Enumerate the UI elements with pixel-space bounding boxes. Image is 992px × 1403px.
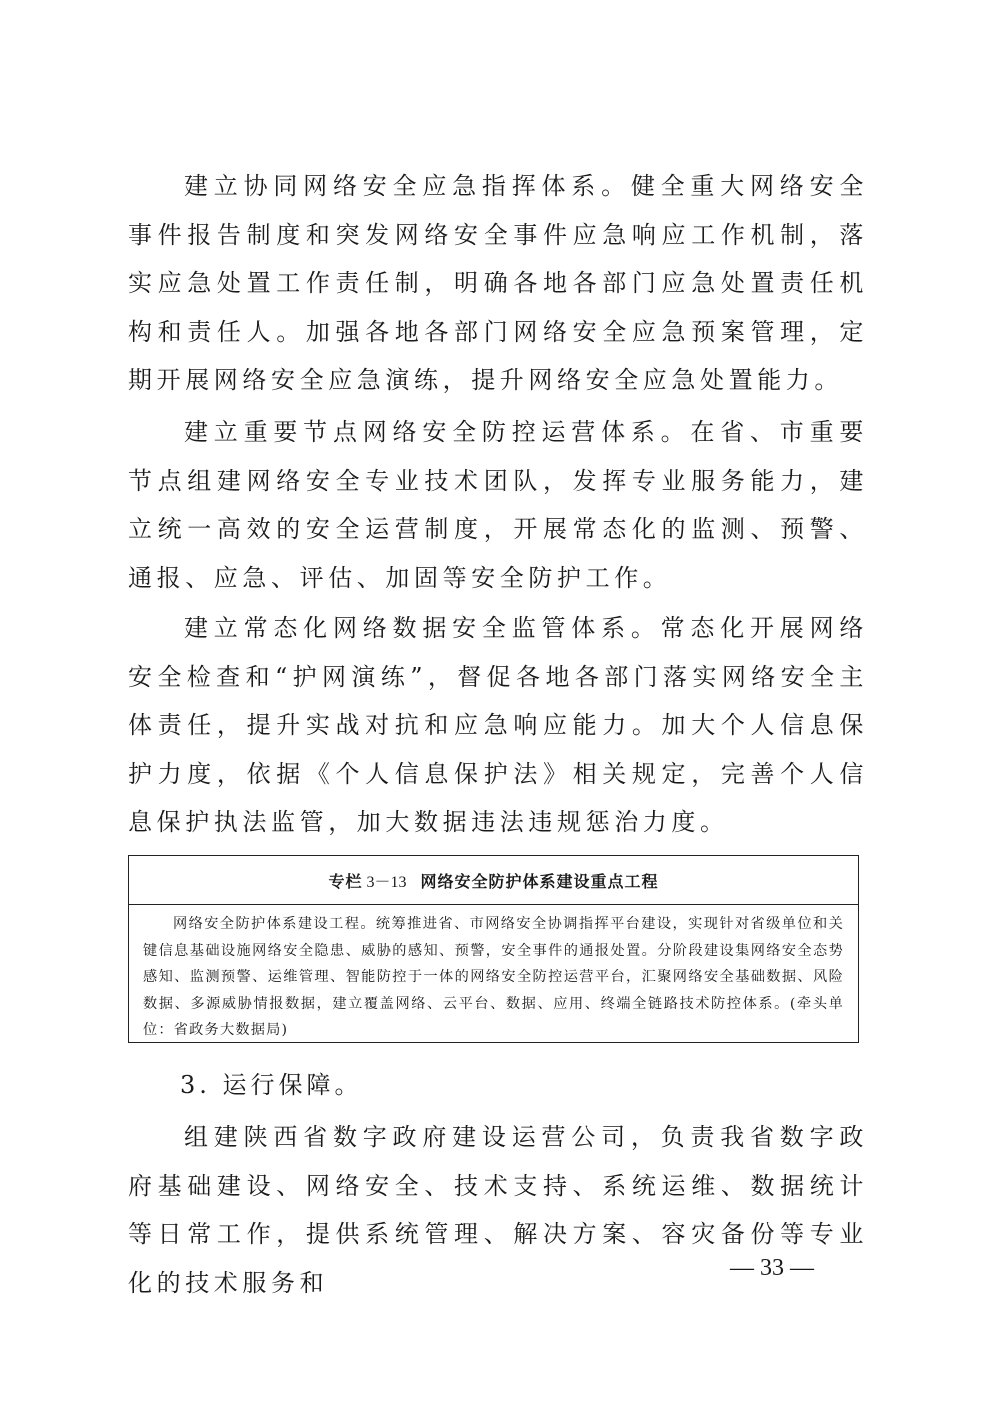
feature-box-prefix: 专栏 — [328, 871, 363, 891]
feature-box — [128, 855, 859, 1043]
feature-box-number: 3－13 — [366, 873, 407, 891]
paragraph-data-security-supervision: 建立常态化网络数据安全监管体系。常态化开展网络安全检查和“护网演练”，督促各地各部门落实网络安全主体责任，提升实战对抗和应急响应能力。加大个人信息保护力度，依据《个人信息保护法》相关规定，完善个人信息保护执法监管，加大数据违法违规惩治力度。 — [128, 614, 868, 836]
paragraph-operating-company: 组建陕西省数字政府建设运营公司，负责我省数字政府基础建设、网络安全、技术支持、系统运维、数据统计等日常工作，提供系统管理、解决方案、容灾备份等专业化的技术服务和 — [128, 1123, 868, 1297]
paragraph-emergency-command: 建立协同网络安全应急指挥体系。健全重大网络安全事件报告制度和突发网络安全事件应急响应工作机制，落实应急处置工作责任制，明确各地各部门应急处置责任机构和责任人。加强各地各部门网络安全应急预案管理，定期开展网络安全应急演练，提升网络安全应急处置能力。 — [128, 172, 868, 394]
page-number: — 33 — — [730, 1255, 814, 1281]
section-heading: 3. 运行保障。 — [180, 1071, 363, 1099]
feature-box-title — [129, 856, 858, 905]
feature-box-title-text: 网络安全防护体系建设重点工程 — [420, 871, 659, 891]
feature-box-body: 网络安全防护体系建设工程。统筹推进省、市网络安全协调指挥平台建设，实现针对省级单位和关键信息基础设施网络安全隐患、威胁的感知、预警，安全事件的通报处置。分阶段建设集网络安全态势感知、监测预警、运维管理、智能防控于一体的网络安全防控运营平台，汇聚网络安全基础数据、风险数据、多源威胁情报数据，建立覆盖网络、云平台、数据、应用、终端全链路技术防控体系。(牵头单位：省政务大数据局) — [143, 916, 844, 1039]
paragraph-key-node-operations: 建立重要节点网络安全防控运营体系。在省、市重要节点组建网络安全专业技术团队，发挥专业服务能力，建立统一高效的安全运营制度，开展常态化的监测、预警、通报、应急、评估、加固等安全防护工作。 — [128, 418, 868, 592]
